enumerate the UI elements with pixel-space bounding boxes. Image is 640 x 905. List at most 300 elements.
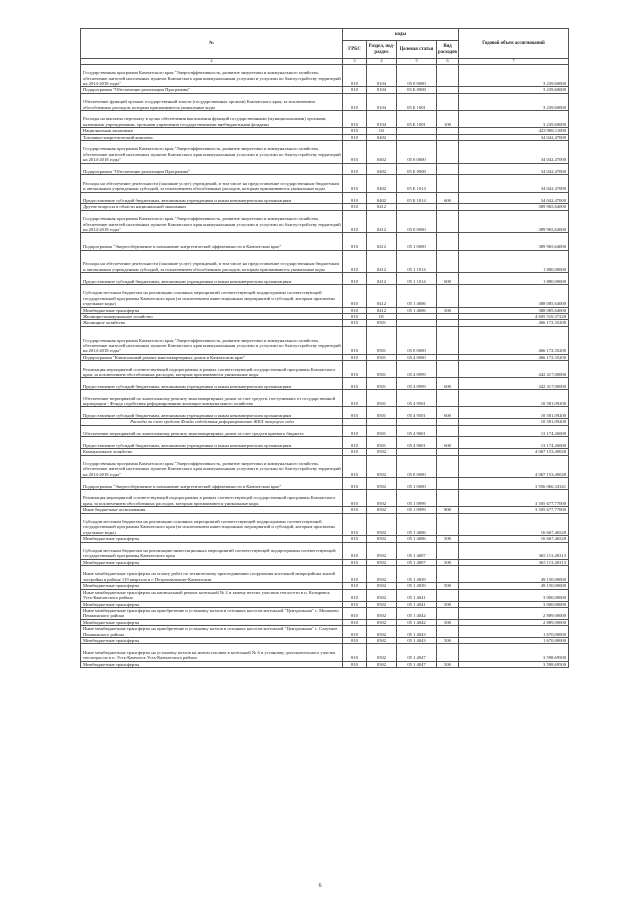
row-grbs: 810 [343, 175, 367, 192]
table-row [81, 437, 569, 449]
row-section: 0501 [367, 326, 397, 354]
row-grbs: 810 [343, 626, 367, 638]
row-amount: 4 067 153,49028 [459, 449, 569, 455]
row-grbs: 810 [343, 437, 367, 449]
row-section: 0402 [367, 163, 397, 175]
row-target: 05 4 9601 [397, 425, 437, 437]
row-target: 05 Б 0000 [397, 163, 437, 175]
row-grbs: 810 [343, 378, 367, 390]
row-exp-type [437, 626, 459, 638]
row-section: 0502 [367, 449, 397, 455]
row-amount: 442 417,00000 [459, 361, 569, 378]
row-section: 0402 [367, 192, 397, 204]
row-name: Субсидии местным бюджетам на реализацию инвестиционных мероприятий соответствующей подпрограммы соответствующей государственной программы Камчатского края [81, 542, 343, 559]
row-amount: 3 598,69500 [459, 661, 569, 667]
row-grbs: 810 [343, 601, 367, 607]
row-amount: 4 067 153,49028 [459, 455, 569, 478]
row-name: Предоставление субсидий бюджетным, автономным учреждениям и иным некоммерческим организациям [81, 192, 343, 204]
table-row [81, 64, 569, 87]
row-section: 05 [367, 313, 397, 319]
col-number: 2 [81, 59, 343, 65]
row-name: Жилищное хозяйство [81, 320, 343, 326]
page-number: 6 [318, 883, 322, 889]
table-row [81, 390, 569, 407]
row-amount: 1 880,00000 [459, 250, 569, 273]
row-target: 05 1 4042 [397, 607, 437, 619]
budget-table [80, 28, 569, 668]
header-section: Раздел, под-раздел [367, 41, 397, 59]
row-name: Жилищно-коммунальное хозяйство [81, 313, 343, 319]
row-target: 05 1 4047 [397, 644, 437, 661]
row-grbs: 810 [343, 390, 367, 407]
col-number: 7 [459, 59, 569, 65]
row-target: 05 1 0999 [397, 489, 437, 506]
table-row [81, 175, 569, 192]
row-name: Обеспечение мероприятий по капитальному ремонту многоквартирных домов за счет средств, поступивших от государственной корпорации - Фонда содействия реформированию жилищно-коммунального хозяйства [81, 390, 343, 407]
row-grbs: 810 [343, 425, 367, 437]
row-target: 05 1 0999 [397, 507, 437, 513]
row-grbs: 810 [343, 284, 367, 307]
row-name: Межбюджетные трансферты [81, 601, 343, 607]
row-exp-type: 500 [437, 601, 459, 607]
row-exp-type [437, 478, 459, 490]
row-amount: 49 150,00000 [459, 566, 569, 583]
row-name: Субсидии местным бюджетам на реализацию основных мероприятий соответствующей подпрограммы соответствующей государственной программы Камчатского края (за исключением инвестиционных мероприятий и субсидий, которым присвоены отдельные коды) [81, 513, 343, 536]
row-exp-type [437, 250, 459, 273]
row-exp-type [437, 233, 459, 250]
row-name: Государственная программа Камчатского края "Энергоэффективность, развитие энергетики и коммунального хозяйства, обеспечение жителей населенных пунктов Камчатского края коммунальными услугами и услугами по благоустройству территорий на 2014-2018 годы" [81, 140, 343, 163]
row-section: 0502 [367, 455, 397, 478]
header-amount: Годовой объем ассигнований [459, 29, 569, 59]
row-name: Иные бюджетные ассигнования [81, 507, 343, 513]
table-row [81, 407, 569, 419]
row-section: 0412 [367, 210, 397, 233]
row-amount: 34 042,47000 [459, 140, 569, 163]
row-target: 05 4 9601 [397, 437, 437, 449]
table-row [81, 284, 569, 307]
row-amount: 3 239,60000 [459, 93, 569, 110]
row-section: 0412 [367, 204, 397, 210]
row-grbs: 810 [343, 507, 367, 513]
row-section: 0104 [367, 110, 397, 127]
row-exp-type: 600 [437, 273, 459, 285]
row-exp-type [437, 140, 459, 163]
row-section: 0502 [367, 566, 397, 583]
row-grbs: 810 [343, 326, 367, 354]
row-grbs: 810 [343, 192, 367, 204]
row-section: 0502 [367, 589, 397, 601]
row-name: Реализация мероприятий соответствующей подпрограммы в рамках соответствующей государственной программы Камчатского края, за исключением обособленных расходов, которым присваиваются уникальные коды [81, 361, 343, 378]
table-row [81, 644, 569, 661]
row-grbs: 810 [343, 93, 367, 110]
row-exp-type [437, 175, 459, 192]
table-row [81, 273, 569, 285]
row-target: 05 4 0000 [397, 354, 437, 360]
row-section: 0501 [367, 425, 397, 437]
table-row [81, 589, 569, 601]
row-target: 05 0 0000 [397, 64, 437, 87]
row-amount: 10 581,09200 [459, 390, 569, 407]
row-exp-type [437, 163, 459, 175]
table-row [81, 566, 569, 583]
row-name: Подпрограмма "Обеспечение реализации Программы" [81, 163, 343, 175]
table-row [81, 210, 569, 233]
row-target: 05 1 1014 [397, 250, 437, 273]
row-grbs: 810 [343, 128, 367, 134]
row-amount: 3 956 066,33341 [459, 478, 569, 490]
row-name: Межбюджетные трансферты [81, 559, 343, 565]
row-name: Расходы за счет средств Фонда содействия реформированию ЖКХ текущего года [81, 419, 343, 425]
row-amount: 365 113,40313 [459, 559, 569, 565]
row-name: Предоставление субсидий бюджетным, автономным учреждениям и иным некоммерческим организациям [81, 378, 343, 390]
row-exp-type: 600 [437, 192, 459, 204]
row-exp-type [437, 390, 459, 407]
row-name: Топливно-энергетический комплекс [81, 134, 343, 140]
table-row [81, 425, 569, 437]
row-grbs: 810 [343, 233, 367, 250]
row-grbs: 810 [343, 250, 367, 273]
row-section: 0412 [367, 307, 397, 313]
row-section: 0402 [367, 175, 397, 192]
row-target: 05 Б 1001 [397, 93, 437, 110]
row-exp-type [437, 93, 459, 110]
row-name: Иные межбюджетные трансферты на оплату работ по техническому присоединению сооружения котельной микрорайона жилой застройки в районе 119 квартала в г. Петропавловске-Камчатском [81, 566, 343, 583]
row-grbs: 810 [343, 449, 367, 455]
row-exp-type [437, 489, 459, 506]
row-exp-type: 100 [437, 110, 459, 127]
table-row [81, 140, 569, 163]
budget-table-page [80, 28, 568, 668]
row-target: 05 1 4047 [397, 661, 437, 667]
row-amount: 388 085,64000 [459, 284, 569, 307]
row-grbs: 810 [343, 607, 367, 619]
row-section: 0402 [367, 134, 397, 140]
table-row [81, 250, 569, 273]
row-amount: 3 239,60000 [459, 64, 569, 87]
row-target: 05 1 4041 [397, 601, 437, 607]
row-name: Коммунальное хозяйство [81, 449, 343, 455]
header-grbs: ГРБС [343, 41, 367, 59]
row-target: 05 0 0000 [397, 140, 437, 163]
row-exp-type [437, 425, 459, 437]
row-name: Иные межбюджетные трансферты на приобретение и установку котлов в сезонных насосов котельной "Центральная" с. Слаутное Пенжинского района [81, 626, 343, 638]
row-amount: 34 042,47000 [459, 175, 569, 192]
row-grbs: 810 [343, 64, 367, 87]
row-grbs: 810 [343, 407, 367, 419]
row-exp-type [437, 644, 459, 661]
row-exp-type: 500 [437, 559, 459, 565]
row-target: 05 1 4007 [397, 542, 437, 559]
row-target: 05 1 4006 [397, 284, 437, 307]
col-number: 3 [343, 59, 367, 65]
row-name: Другие вопросы в области национальной экономики [81, 204, 343, 210]
row-name: Государственная программа Камчатского края "Энергоэффективность, развитие энергетики и коммунального хозяйства, обеспечение жителей населенных пунктов Камчатского края коммунальными услугами и услугами по благоустройству территорий на 2014-2018 годы" [81, 326, 343, 354]
table-row [81, 163, 569, 175]
row-grbs: 810 [343, 163, 367, 175]
row-target: 05 1 4006 [397, 307, 437, 313]
row-target: 05 Б 0000 [397, 87, 437, 93]
row-name: Межбюджетные трансферты [81, 307, 343, 313]
row-name: Обеспечение функций органов государственной власти (государственных органов) Камчатского края, за исключением обособленных расходов, которым присваиваются уникальные коды [81, 93, 343, 110]
row-target: 05 1 4007 [397, 559, 437, 565]
row-target: 05 0 0000 [397, 455, 437, 478]
row-section: 0501 [367, 437, 397, 449]
row-exp-type: 500 [437, 619, 459, 625]
row-exp-type [437, 455, 459, 478]
row-target: 05 4 0999 [397, 361, 437, 378]
row-grbs: 810 [343, 661, 367, 667]
header-exp-type: Вид расходов [437, 41, 459, 59]
row-grbs: 810 [343, 478, 367, 490]
row-amount: 10 581,09200 [459, 407, 569, 419]
row-grbs: 810 [343, 140, 367, 163]
table-row [81, 607, 569, 619]
row-name: Государственная программа Камчатского края "Энергоэффективность, развитие энергетики и коммунального хозяйства, обеспечение жителей населенных пунктов Камчатского края коммунальными услугами и услугами по благоустройству территорий на 2014-2018 годы" [81, 64, 343, 87]
row-exp-type: 800 [437, 507, 459, 513]
row-grbs: 810 [343, 513, 367, 536]
row-section: 0502 [367, 513, 397, 536]
table-row [81, 233, 569, 250]
row-amount: 2 889,00000 [459, 607, 569, 619]
table-row [81, 361, 569, 378]
row-grbs: 810 [343, 619, 367, 625]
row-grbs: 810 [343, 273, 367, 285]
row-name: Межбюджетные трансферты [81, 637, 343, 643]
row-target: 05 Б 1014 [397, 192, 437, 204]
row-amount: 13 174,26000 [459, 425, 569, 437]
row-name: Государственная программа Камчатского края "Энергоэффективность, развитие энергетики и коммунального хозяйства, обеспечение жителей населенных пунктов Камчатского края коммунальными услугами и услугами по благоустройству территорий на 2014-2018 годы" [81, 210, 343, 233]
row-section: 0104 [367, 64, 397, 87]
row-section: 0501 [367, 390, 397, 407]
row-section: 0412 [367, 250, 397, 273]
row-amount: 34 042,47000 [459, 192, 569, 204]
row-name: Предоставление субсидий бюджетным, автономным учреждениям и иным некоммерческим организациям [81, 407, 343, 419]
row-section: 0502 [367, 661, 397, 667]
row-amount: 466 172,35200 [459, 354, 569, 360]
row-amount: 3 598,69500 [459, 644, 569, 661]
row-name: Реализация мероприятий соответствующей подпрограммы в рамках соответствующей государственной программы Камчатского края, за исключением обособленных расходов, которым присваиваются уникальные коды [81, 489, 343, 506]
row-amount: 3 000,00000 [459, 601, 569, 607]
row-amount: 3 505 677,77000 [459, 507, 569, 513]
row-target: 05 1 1014 [397, 273, 437, 285]
row-section: 0502 [367, 601, 397, 607]
row-amount: 389 965,64000 [459, 210, 569, 233]
row-amount: 16 667,46528 [459, 536, 569, 542]
table-row [81, 478, 569, 490]
row-name: Подпрограмма "Энергосбережение и повышение энергетической эффективности в Камчатском крае" [81, 233, 343, 250]
row-grbs: 810 [343, 210, 367, 233]
row-amount: 3 239,60000 [459, 110, 569, 127]
row-exp-type: 500 [437, 637, 459, 643]
table-row [81, 542, 569, 559]
row-grbs: 810 [343, 87, 367, 93]
row-grbs: 810 [343, 307, 367, 313]
header-no: № [81, 29, 343, 59]
row-exp-type [437, 284, 459, 307]
row-target: 05 1 4042 [397, 619, 437, 625]
row-exp-type [437, 326, 459, 354]
row-grbs: 810 [343, 489, 367, 506]
row-name: Национальная экономика [81, 128, 343, 134]
table-row [81, 455, 569, 478]
row-target: 05 0 0000 [397, 210, 437, 233]
row-section: 0502 [367, 559, 397, 565]
row-target: 05 4 0999 [397, 378, 437, 390]
row-name: Межбюджетные трансферты [81, 536, 343, 542]
row-name: Обеспечение мероприятий по капитальному ремонту многоквартирных домов за счет средств краевого бюджета [81, 425, 343, 437]
row-name: Иные межбюджетные трансферты на приобретение и установку котлов в сезонных насосов котельной "Центральная" с. Мильково Пенжинского района [81, 607, 343, 619]
row-name: Предоставление субсидий бюджетным, автономным учреждениям и иным некоммерческим организациям [81, 273, 343, 285]
row-section: 0412 [367, 233, 397, 250]
row-amount: 34 042,47000 [459, 163, 569, 175]
col-number: 5 [397, 59, 437, 65]
table-row [81, 661, 569, 667]
row-name: Расходы на обеспечение деятельности (оказание услуг) учреждений, в том числе на предоставление государственным бюджетным и автономным учреждениям субсидий, за исключением обособленных расходов, которым присваиваются уникальные коды [81, 250, 343, 273]
row-amount: 389 965,64000 [459, 204, 569, 210]
row-amount: 34 042,47000 [459, 134, 569, 140]
row-amount: 10 581,09200 [459, 419, 569, 425]
row-grbs: 810 [343, 313, 367, 319]
row-target: 05 1 4043 [397, 637, 437, 643]
row-amount: 16 667,46528 [459, 513, 569, 536]
table-row [81, 326, 569, 354]
row-target: 05 1 4041 [397, 589, 437, 601]
header-codes: коды [343, 29, 459, 41]
row-section: 0501 [367, 361, 397, 378]
row-section: 0412 [367, 273, 397, 285]
row-name: Подпрограмма "Энергосбережение и повышение энергетической эффективности в Камчатском крае" [81, 478, 343, 490]
row-section: 0502 [367, 619, 397, 625]
row-section: 0104 [367, 87, 397, 93]
row-section: 0412 [367, 284, 397, 307]
row-amount: 389 965,64000 [459, 233, 569, 250]
row-grbs: 810 [343, 536, 367, 542]
row-section: 0502 [367, 489, 397, 506]
row-section: 0402 [367, 140, 397, 163]
table-row [81, 192, 569, 204]
row-section: 0502 [367, 644, 397, 661]
row-amount: 365 113,40313 [459, 542, 569, 559]
row-amount: 466 172,35200 [459, 326, 569, 354]
row-amount: 1 670,00000 [459, 626, 569, 638]
row-grbs: 810 [343, 583, 367, 589]
row-grbs: 810 [343, 637, 367, 643]
row-section: 0502 [367, 583, 397, 589]
row-amount: 423 988,11000 [459, 128, 569, 134]
row-amount: 3 505 677,77000 [459, 489, 569, 506]
row-name: Подпрограмма "Капитальный ремонт многоквартирных домов в Камчатском крае" [81, 354, 343, 360]
row-exp-type [437, 361, 459, 378]
row-name: Расходы на выплаты персоналу в целях обеспечения выполнения функций государственными (муниципальными) органами, казенными учреждениями, органами управления государственными внебюджетными фондами [81, 110, 343, 127]
row-exp-type: 500 [437, 536, 459, 542]
row-amount: 3 239,60000 [459, 87, 569, 93]
row-grbs: 810 [343, 134, 367, 140]
row-name: Государственная программа Камчатского края "Энергоэффективность, развитие энергетики и коммунального хозяйства, обеспечение жителей населенных пунктов Камчатского края коммунальными услугами и услугами по благоустройству территорий на 2014-2018 годы" [81, 455, 343, 478]
row-name: Подпрограмма "Обеспечение реализации Программы" [81, 87, 343, 93]
row-exp-type [437, 513, 459, 536]
row-section: 0501 [367, 378, 397, 390]
table-row [81, 489, 569, 506]
table-row [81, 626, 569, 638]
row-target: 05 1 4043 [397, 626, 437, 638]
row-name: Расходы на обеспечение деятельности (оказание услуг) учреждений, в том числе на предоставление государственным бюджетным и автономным учреждениям субсидий, за исключением обособленных расходов, которым присваиваются уникальные коды [81, 175, 343, 192]
row-target: 05 1 4039 [397, 583, 437, 589]
row-section: 0502 [367, 478, 397, 490]
row-amount: 49 150,00000 [459, 583, 569, 589]
row-grbs: 810 [343, 110, 367, 127]
row-amount: 4 605 510,37228 [459, 313, 569, 319]
row-grbs: 810 [343, 559, 367, 565]
row-amount: 1 880,00000 [459, 273, 569, 285]
row-amount: 3 000,00000 [459, 589, 569, 601]
col-number: 6 [437, 59, 459, 65]
row-name: Межбюджетные трансферты [81, 619, 343, 625]
row-target: 05 1 0000 [397, 233, 437, 250]
row-section: 0502 [367, 542, 397, 559]
row-target: 05 1 4006 [397, 513, 437, 536]
row-exp-type [437, 566, 459, 583]
row-exp-type [437, 607, 459, 619]
row-section: 0501 [367, 320, 397, 326]
col-number: 4 [367, 59, 397, 65]
row-name: Субсидии местным бюджетам на реализацию основных мероприятий соответствующей подпрограммы соответствующей государственной программы Камчатского края (за исключением инвестиционных мероприятий и субсидий, которым присвоены отдельные коды) [81, 284, 343, 307]
row-grbs: 810 [343, 644, 367, 661]
row-section: 0502 [367, 607, 397, 619]
row-grbs: 810 [343, 455, 367, 478]
row-target: 05 Б 1001 [397, 110, 437, 127]
row-exp-type [437, 589, 459, 601]
row-name: Предоставление субсидий бюджетным, автономным учреждениям и иным некоммерческим организациям [81, 437, 343, 449]
row-amount: 442 417,00000 [459, 378, 569, 390]
table-row [81, 378, 569, 390]
header-target: Целевая статья [397, 41, 437, 59]
row-amount: 466 172,35200 [459, 320, 569, 326]
row-grbs: 810 [343, 361, 367, 378]
row-grbs: 810 [343, 566, 367, 583]
row-exp-type: 600 [437, 378, 459, 390]
row-grbs: 810 [343, 354, 367, 360]
row-amount: 13 174,26000 [459, 437, 569, 449]
row-grbs: 810 [343, 320, 367, 326]
row-exp-type: 500 [437, 583, 459, 589]
row-grbs: 810 [343, 204, 367, 210]
row-target: 05 4 9501 [397, 407, 437, 419]
row-section: 0502 [367, 536, 397, 542]
row-section: 0502 [367, 626, 397, 638]
row-exp-type [437, 542, 459, 559]
row-target: 05 Б 1014 [397, 175, 437, 192]
row-exp-type [437, 210, 459, 233]
row-exp-type: 500 [437, 307, 459, 313]
row-amount: 388 085,64000 [459, 307, 569, 313]
row-grbs: 810 [343, 542, 367, 559]
row-name: Межбюджетные трансферты [81, 661, 343, 667]
row-exp-type: 600 [437, 407, 459, 419]
row-section: 0104 [367, 93, 397, 110]
table-row [81, 513, 569, 536]
table-row [81, 93, 569, 110]
row-target: 05 1 0000 [397, 478, 437, 490]
row-exp-type [437, 64, 459, 87]
row-section: 0502 [367, 637, 397, 643]
row-amount: 2 889,00000 [459, 619, 569, 625]
row-name: Иные межбюджетные трансферты на капитальный ремонт котельной № 2 и замену ветхих участков теплосети в п. Козыревск Усть-Камчатского района [81, 589, 343, 601]
row-target: 05 4 9501 [397, 390, 437, 407]
row-section: 04 [367, 128, 397, 134]
row-amount: 1 670,00000 [459, 637, 569, 643]
row-target: 05 1 4006 [397, 536, 437, 542]
row-exp-type: 500 [437, 661, 459, 667]
